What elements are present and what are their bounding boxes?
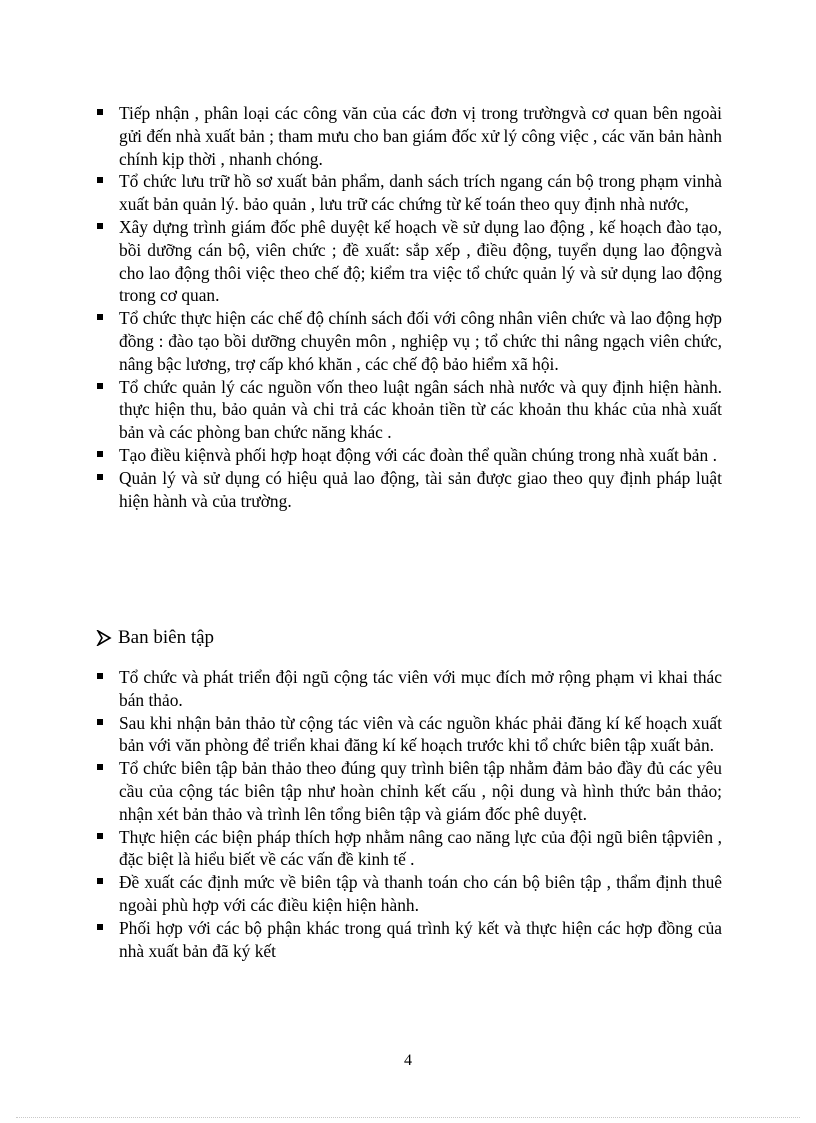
duties-list-editorial: [96, 666, 722, 962]
list-item: Quản lý và sử dụng có hiệu quả lao động, tài sản được giao theo quy định pháp luật hiện hành và của trường.: [96, 467, 722, 513]
section-heading: [96, 626, 214, 650]
list-item: Sau khi nhận bản thảo từ cộng tác viên và các nguồn khác phải đăng kí kế hoạch xuất bản với văn phòng để triển khai đăng kí kế hoạch trước khi tổ chức biên tập xuất bản.: [96, 712, 722, 758]
page-number: 4: [404, 1052, 412, 1069]
list-item: Tổ chức lưu trữ hồ sơ xuất bản phẩm, danh sách trích ngang cán bộ trong phạm vinhà xuất bản quản lý. bảo quản , lưu trữ các chứng từ kế toán theo quy định nhà nước,: [96, 170, 722, 216]
list-item: Tổ chức thực hiện các chế độ chính sách đối với công nhân viên chức và lao động hợp đồng : đào tạo bồi dưỡng chuyên môn , nghiệp vụ ; tổ chức thi nâng ngạch viên chức, nâng bậc lương, trợ cấp khó khăn , các chế độ bảo hiểm xã hội.: [96, 307, 722, 375]
arrowhead-icon: [96, 630, 112, 646]
page-bottom-divider: [16, 1117, 800, 1118]
duties-list-office: [96, 102, 722, 512]
list-item: Thực hiện các biện pháp thích hợp nhằm nâng cao năng lực của đội ngũ biên tậpviên , đặc biệt là hiểu biết về các vấn đề kinh tế .: [96, 826, 722, 872]
list-item: Đề xuất các định mức về biên tập và thanh toán cho cán bộ biên tập , thẩm định thuê ngoài phù hợp với các điều kiện hiện hành.: [96, 871, 722, 917]
list-item: Tạo điều kiệnvà phối hợp hoạt động với các đoàn thể quần chúng trong nhà xuất bản .: [96, 444, 722, 467]
list-item: Tổ chức và phát triển đội ngũ cộng tác viên với mục đích mở rộng phạm vi khai thác bán thảo.: [96, 666, 722, 712]
list-item: Tổ chức biên tập bản thảo theo đúng quy trình biên tập nhằm đảm bảo đầy đủ các yêu cầu của cộng tác biên tập như hoàn chỉnh kết cấu , nội dung và hình thức bản thảo; nhận xét bản thảo và trình lên tổng biên tập và giám đốc phê duyệt.: [96, 757, 722, 825]
list-item: Phối hợp với các bộ phận khác trong quá trình ký kết và thực hiện các hợp đồng của nhà xuất bản đã ký kết: [96, 917, 722, 963]
section-heading-text: Ban biên tập: [118, 627, 215, 648]
list-item: Tổ chức quản lý các nguồn vốn theo luật ngân sách nhà nước và quy định hiện hành. thực hiện thu, bảo quản và chi trả các khoản tiền từ các khoản thu khác của nhà xuất bản và các phòng ban chức năng khác .: [96, 376, 722, 444]
list-item: Tiếp nhận , phân loại các công văn của các đơn vị trong trườngvà cơ quan bên ngoài gửi đến nhà xuất bản ; tham mưu cho ban giám đốc xử lý công việc , các văn bản hành chính kịp thời , nhanh chóng.: [96, 102, 722, 170]
list-item: Xây dựng trình giám đốc phê duyệt kế hoạch về sử dụng lao động , kế hoạch đào tạo, bồi dưỡng cán bộ, viên chức ; đề xuất: sắp xếp , điều động, tuyển dụng lao độngvà cho lao động thôi việc theo chế độ; kiểm tra việc tổ chức quản lý và sử dụng lao động trong cơ quan.: [96, 216, 722, 307]
